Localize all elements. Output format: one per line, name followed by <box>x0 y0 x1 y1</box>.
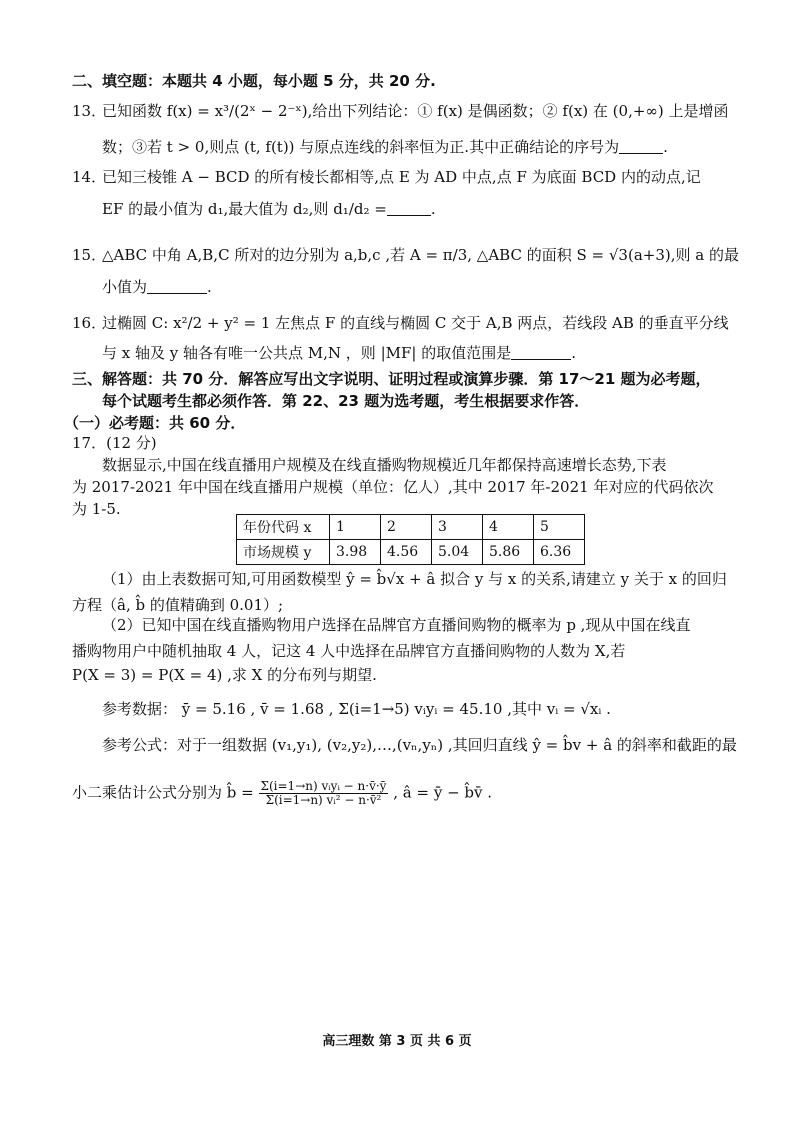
question-14-number: 14． <box>72 168 107 186</box>
reference-formula-line-2 <box>72 780 738 807</box>
table-cell: 5.86 <box>483 540 534 565</box>
table-cell: 2 <box>381 515 432 540</box>
data-table <box>236 514 585 565</box>
question-14-text-2: EF 的最小值为 d₁,最大值为 d₂,则 d₁/d₂ = <box>102 200 387 218</box>
slope-formula-numerator: Σ(i=1→n) vᵢyᵢ − n·v̄·ȳ <box>260 779 387 793</box>
question-17-header: 17．(12 分) <box>72 434 157 452</box>
question-16-answer-blank <box>511 345 571 360</box>
table-cell: 3 <box>432 515 483 540</box>
question-15-line-2 <box>72 276 738 298</box>
question-15-number: 15． <box>72 246 107 264</box>
question-14-answer-blank <box>387 201 431 216</box>
reference-data: 参考数据： ȳ = 5.16 , v̄ = 1.68 , Σ(i=1→5) vᵢyᵢ = 45.10 ,其中 vᵢ = √xᵢ . <box>102 700 611 718</box>
question-16-text-2: 与 x 轴及 y 轴各有唯一公共点 M,N ，则 |MF| 的取值范围是 <box>102 344 512 362</box>
table-cell: 5 <box>534 515 585 540</box>
question-17-part-2-line-3: P(X = 3) = P(X = 4) ,求 X 的分布列与期望. <box>72 666 377 684</box>
table-cell: 5.04 <box>432 540 483 565</box>
question-16-number: 16． <box>72 314 107 332</box>
question-14-line-1 <box>72 166 738 188</box>
table-row-label: 市场规模 y <box>237 540 330 565</box>
question-16-period: . <box>571 344 576 362</box>
question-17-intro-2: 为 2017-2021 年中国在线直播用户规模（单位：亿人）,其中 2017 年-2021 年对应的代码依次 <box>72 478 714 496</box>
question-17-part-2-line-1: （2）已知中国在线直播购物用户选择在品牌官方直播间购物的概率为 p ,现从中国在线直 <box>102 616 691 634</box>
question-17-part-1-line-2: 方程（â, b̂ 的值精确到 0.01）; <box>72 596 284 614</box>
table-cell: 1 <box>330 515 381 540</box>
question-13-answer-blank <box>619 139 663 154</box>
section-title-fill-in: 二、填空题：本题共 4 小题，每小题 5 分，共 20 分. <box>72 72 436 90</box>
question-14-line-2 <box>72 198 738 220</box>
section-subtitle-required: （一）必考题：共 60 分． <box>64 414 246 432</box>
table-cell: 4.56 <box>381 540 432 565</box>
question-17-part-2-line-2: 播购物用户中随机抽取 4 人，记这 4 人中选择在品牌官方直播间购物的人数为 X,若 <box>72 642 626 660</box>
question-14-period: . <box>430 200 436 218</box>
intercept-formula: , â = ȳ − b̂v̄ . <box>393 783 493 802</box>
question-17-part-1-line-1: （1）由上表数据可知,可用函数模型 ŷ = b̂√x + â 拟合 y 与 x 的关系,请建立 y 关于 x 的回归 <box>102 570 727 588</box>
question-16-line-1 <box>72 312 738 334</box>
question-15-line-1 <box>72 244 738 266</box>
slope-formula-fraction <box>259 780 389 807</box>
question-15-period: . <box>207 278 212 296</box>
section-title-solve-2: 每个试题考生都必须作答．第 22、23 题为选考题，考生根据要求作答． <box>102 392 590 410</box>
table-cell: 4 <box>483 515 534 540</box>
table-row-label: 年份代码 x <box>237 515 330 540</box>
question-16-line-2 <box>72 342 738 364</box>
table-cell: 3.98 <box>330 540 381 565</box>
section-title-solve-1: 三、解答题：共 70 分．解答应写出文字说明、证明过程或演算步骤．第 17～21 题为必考题， <box>72 370 711 388</box>
question-15-answer-blank <box>147 279 207 294</box>
question-13-line-2 <box>72 136 738 158</box>
table-row <box>237 515 585 540</box>
question-15-text-1: △ABC 中角 A,B,C 所对的边分别为 a,b,c ,若 A = π/3, △ABC 的面积 S = √3(a+3),则 a 的最 <box>102 246 739 264</box>
reference-formula-lead: 小二乘估计公式分别为 b̂ = <box>72 783 254 802</box>
question-13-period: . <box>663 138 668 156</box>
slope-formula-denominator: Σ(i=1→n) vᵢ² − n·v̄² <box>265 793 382 807</box>
table-cell: 6.36 <box>534 540 585 565</box>
page-footer: 高三理数 第 3 页 共 6 页 <box>322 1034 472 1049</box>
question-14-text-1: 已知三棱锥 A − BCD 的所有棱长都相等,点 E 为 AD 中点,点 F 为底面 BCD 内的动点,记 <box>102 168 701 186</box>
table-row <box>237 540 585 565</box>
question-15-text-2: 小值为 <box>102 278 148 296</box>
question-13-line-1 <box>72 100 738 122</box>
question-17-intro-3: 为 1-5. <box>72 500 121 518</box>
question-13-number: 13． <box>72 102 107 120</box>
question-17-intro-1: 数据显示,中国在线直播用户规模及在线直播购物规模近几年都保持高速增长态势,下表 <box>102 456 667 474</box>
question-13-text-2: 数；③若 t > 0,则点 (t, f(t)) 与原点连线的斜率恒为正.其中正确结论的序号为 <box>102 138 620 156</box>
question-13-text-1: 已知函数 f(x) = x³/(2ˣ − 2⁻ˣ),给出下列结论：① f(x) 是偶函数；② f(x) 在 (0,+∞) 上是增函 <box>102 102 729 120</box>
question-16-text-1: 过椭圆 C: x²/2 + y² = 1 左焦点 F 的直线与椭圆 C 交于 A,B 两点，若线段 AB 的垂直平分线 <box>102 314 729 332</box>
reference-formula-line-1: 参考公式：对于一组数据 (v₁,y₁), (v₂,y₂),…,(vₙ,yₙ) ,其回归直线 ŷ = b̂v + â 的斜率和截距的最 <box>102 736 737 754</box>
